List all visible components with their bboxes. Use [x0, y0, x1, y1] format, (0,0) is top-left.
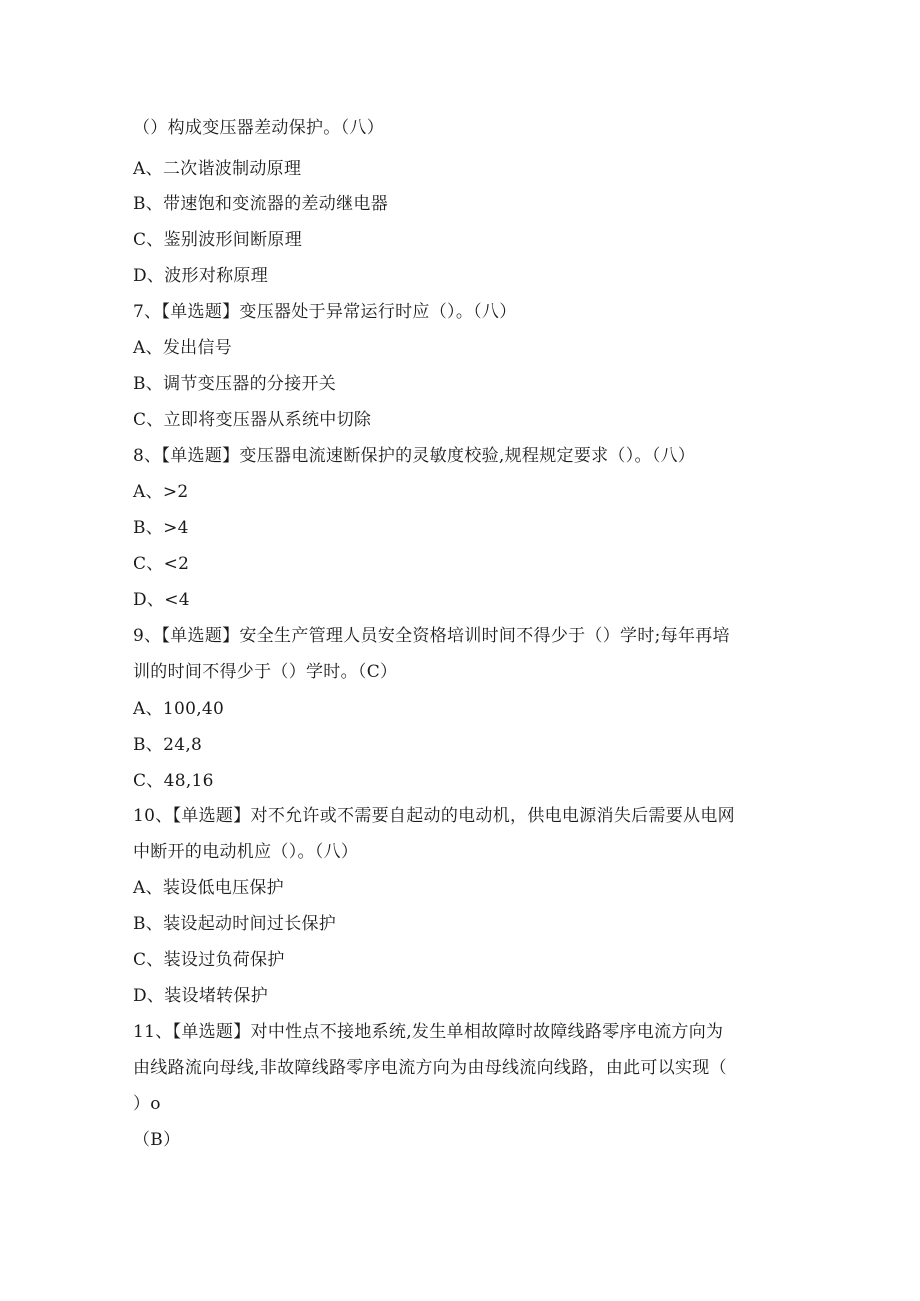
question-6-stem-tail: （）构成变压器差动保护。（八） — [133, 118, 384, 138]
question-11-stem: 11、【单选题】对中性点不接地系统,发生单相故障时故障线路零序电流方向为 — [133, 1022, 724, 1042]
q8-option-d: D、<4 — [133, 590, 190, 610]
q7-option-b: B、调节变压器的分接开关 — [133, 374, 337, 394]
q10-option-a: A、装设低电压保护 — [133, 878, 284, 898]
q8-option-b: B、>4 — [133, 518, 189, 538]
question-9-stem: 9、【单选题】安全生产管理人员安全资格培训时间不得少于（）学时;每年再培 — [133, 626, 730, 646]
q6-option-d: D、波形对称原理 — [133, 266, 269, 286]
q10-option-b: B、装设起动时间过长保护 — [133, 914, 337, 934]
q10-option-c: C、装设过负荷保护 — [133, 950, 285, 970]
q9-option-b: B、24,8 — [133, 735, 203, 755]
q6-option-c: C、鉴别波形间断原理 — [133, 230, 303, 250]
question-10-stem-cont: 中断开的电动机应（）。（八） — [133, 842, 359, 862]
q6-option-b: B、带速饱和变流器的差动继电器 — [133, 194, 388, 214]
question-9-stem-cont: 训的时间不得少于（）学时。（C） — [133, 662, 398, 682]
q9-option-a: A、100,40 — [133, 699, 225, 719]
question-11-stem-end: ）o — [133, 1094, 161, 1114]
question-10-stem: 10、【单选题】对不允许或不需要自起动的电动机，供电电源消失后需要从电网 — [133, 806, 735, 826]
q9-option-c: C、48,16 — [133, 771, 214, 791]
q8-option-a: A、>2 — [133, 482, 189, 502]
question-7-stem: 7、【单选题】变压器处于异常运行时应（）。（八） — [133, 302, 517, 322]
q7-option-a: A、发出信号 — [133, 338, 233, 358]
q7-option-c: C、立即将变压器从系统中切除 — [133, 410, 372, 430]
question-11-stem-cont: 由线路流向母线,非故障线路零序电流方向为由母线流向线路，由此可以实现（ — [133, 1058, 727, 1078]
q6-option-a: A、二次谐波制动原理 — [133, 159, 302, 179]
q8-option-c: C、<2 — [133, 554, 190, 574]
question-11-answer: （B） — [133, 1130, 181, 1150]
q10-option-d: D、装设堵转保护 — [133, 986, 269, 1006]
question-8-stem: 8、【单选题】变压器电流速断保护的灵敏度校验,规程规定要求（）。（八） — [133, 446, 696, 466]
